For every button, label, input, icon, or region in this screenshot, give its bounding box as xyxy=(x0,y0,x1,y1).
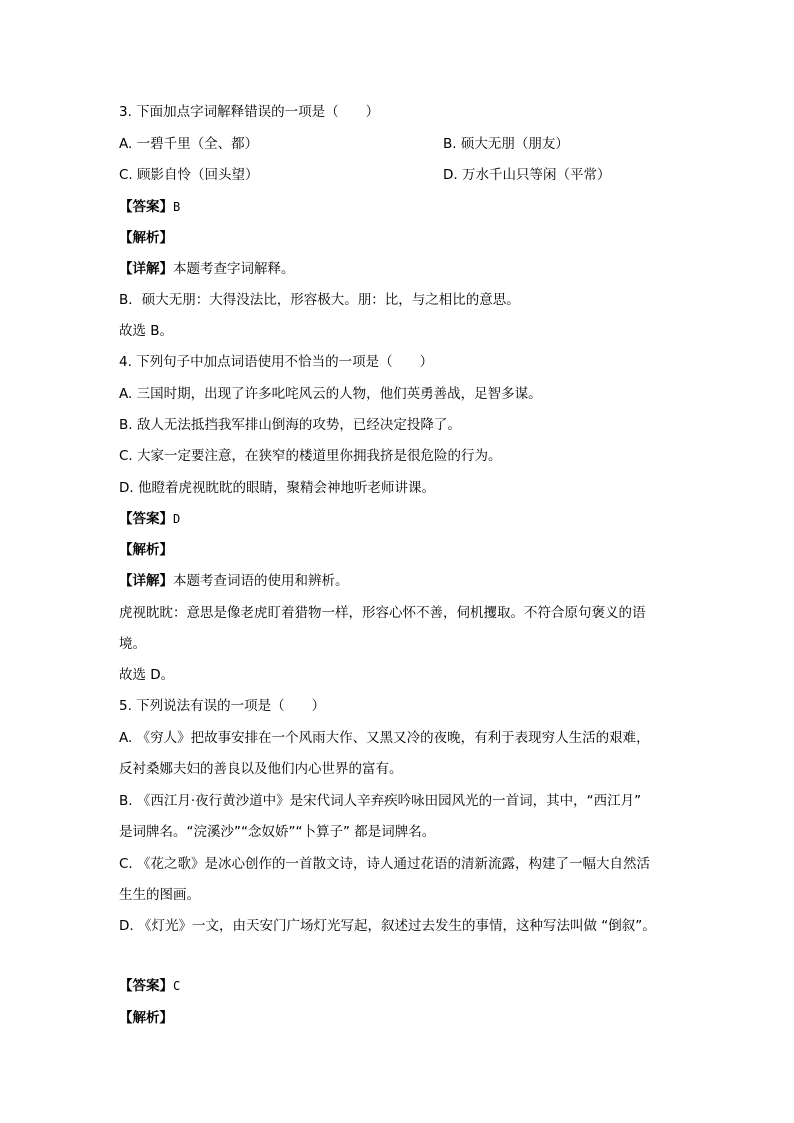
answer-value: D xyxy=(173,512,181,526)
question-5-option-b-line-2: 是词牌名。“浣溪沙”“念奴娇”“卜算子” 都是词牌名。 xyxy=(119,824,436,840)
question-5-answer xyxy=(119,978,180,994)
question-4-explanation-line-1: 虎视眈眈：意思是像老虎盯着猎物一样，形容心怀不善，伺机攫取。不符合原句褒义的语 xyxy=(119,605,646,621)
question-3-option-d: D. 万水千山只等闲（平常） xyxy=(443,167,611,183)
answer-label: 【答案】 xyxy=(119,511,173,527)
question-5-option-a-line-2: 反衬桑娜夫妇的善良以及他们内心世界的富有。 xyxy=(119,761,403,777)
question-3-option-a: A. 一碧千里（全、都） xyxy=(119,136,259,152)
question-4-analysis-label: 【解析】 xyxy=(119,542,173,558)
question-4-conclusion: 故选 D。 xyxy=(119,667,175,683)
detail-label: 【详解】 xyxy=(119,261,173,277)
question-4-option-b: B. 敌人无法抵挡我军排山倒海的攻势，已经决定投降了。 xyxy=(119,417,461,433)
question-4-option-a: A. 三国时期，出现了许多叱咤风云的人物，他们英勇善战，足智多谋。 xyxy=(119,386,542,402)
question-5-option-d-line-1: D. 《灯光》一文，由天安门广场灯光写起，叙述过去发生的事情，这种写法叫做 “倒叙”。 xyxy=(119,918,656,934)
question-3-option-b: B. 硕大无朋（朋友） xyxy=(443,136,569,152)
question-5-option-c-line-1: C. 《花之歌》是冰心创作的一首散文诗，诗人通过花语的清新流露，构建了一幅大自然活 xyxy=(119,856,651,872)
detail-text: 本题考查字词解释。 xyxy=(173,261,295,277)
question-4-option-d: D. 他瞪着虎视眈眈的眼睛，聚精会神地听老师讲课。 xyxy=(119,480,435,496)
question-3-option-c: C. 顾影自怜（回头望） xyxy=(119,167,259,183)
question-3-analysis-label: 【解析】 xyxy=(119,230,173,246)
question-3-detail xyxy=(119,261,295,277)
question-4-stem: 4. 下列句子中加点词语使用不恰当的一项是（ ） xyxy=(119,354,434,370)
question-5-option-b-line-1: B. 《西江月·夜行黄沙道中》是宋代词人辛弃疾吟咏田园风光的一首词，其中，“西江月” xyxy=(119,793,642,809)
question-4-option-c: C. 大家一定要注意，在狭窄的楼道里你拥我挤是很危险的行为。 xyxy=(119,448,502,464)
question-3-stem: 3. 下面加点字词解释错误的一项是（ ） xyxy=(119,104,380,120)
question-5-option-c-line-2: 生生的图画。 xyxy=(119,887,200,903)
question-3-explanation: B．硕大无朋：大得没法比，形容极大。朋：比，与之相比的意思。 xyxy=(119,292,520,308)
question-3-answer xyxy=(119,199,180,215)
detail-text: 本题考查词语的使用和辨析。 xyxy=(173,573,349,589)
question-3-conclusion: 故选 B。 xyxy=(119,323,174,339)
question-4-detail xyxy=(119,573,349,589)
question-5-analysis-label: 【解析】 xyxy=(119,1010,173,1026)
answer-value: B xyxy=(173,200,181,214)
question-4-answer xyxy=(119,511,180,527)
detail-label: 【详解】 xyxy=(119,573,173,589)
answer-label: 【答案】 xyxy=(119,199,173,215)
question-5-option-a-line-1: A. 《穷人》把故事安排在一个风雨大作、又黑又冷的夜晚，有利于表现穷人生活的艰难， xyxy=(119,730,650,746)
question-4-explanation-line-2: 境。 xyxy=(119,636,146,652)
answer-value: C xyxy=(173,979,181,993)
question-5-stem: 5. 下列说法有误的一项是（ ） xyxy=(119,698,326,714)
answer-label: 【答案】 xyxy=(119,978,173,994)
